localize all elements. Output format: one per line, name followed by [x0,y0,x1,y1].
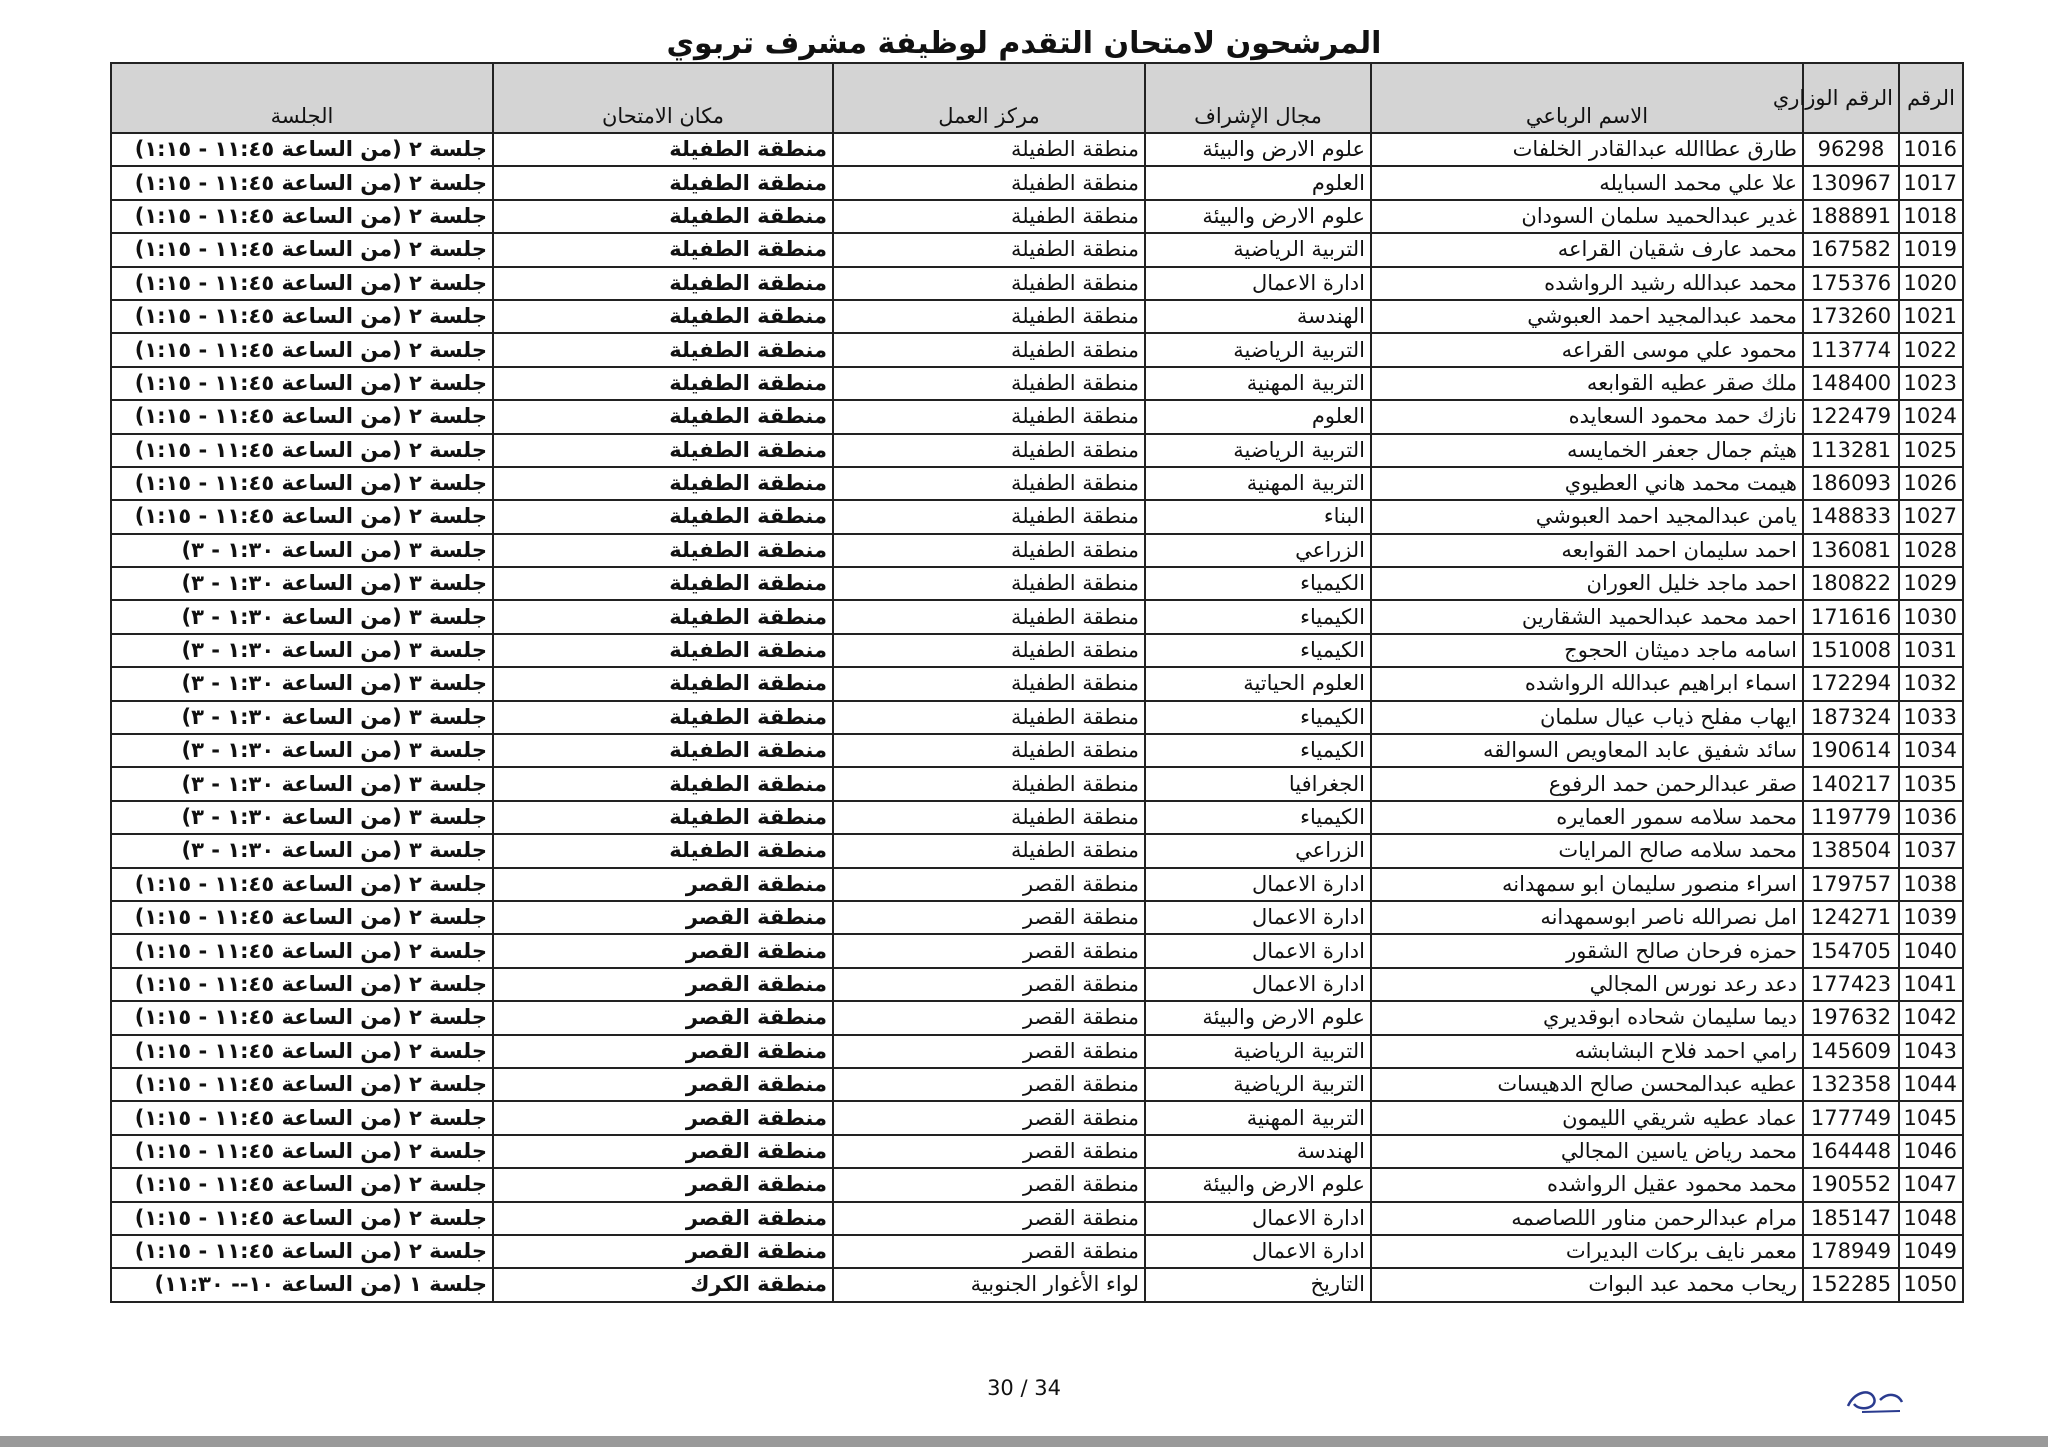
header-work-center: مركز العمل [833,63,1145,133]
cell-field: علوم الارض والبيئة [1145,1168,1371,1201]
cell-work-center: منطقة الطفيلة [833,834,1145,867]
table-row [111,1101,1963,1134]
cell-seq: 1042 [1899,1001,1963,1034]
cell-work-center: منطقة القصر [833,1035,1145,1068]
cell-session: جلسة ٣ (من الساعة ١:٣٠ - ٣) [111,734,493,767]
cell-name: محمد رياض ياسين المجالي [1371,1135,1803,1168]
cell-session: جلسة ٣ (من الساعة ١:٣٠ - ٣) [111,667,493,700]
cell-seq: 1020 [1899,267,1963,300]
cell-ministry-id: 130967 [1803,166,1899,199]
table-row [111,1202,1963,1235]
cell-exam-place: منطقة القصر [493,1168,833,1201]
cell-field: علوم الارض والبيئة [1145,1001,1371,1034]
cell-session: جلسة ٢ (من الساعة ١١:٤٥ - ١:١٥) [111,1035,493,1068]
cell-field: التربية الرياضية [1145,434,1371,467]
cell-session: جلسة ١ (من الساعة ١٠-- ١١:٣٠) [111,1268,493,1301]
cell-exam-place: منطقة القصر [493,1001,833,1034]
cell-session: جلسة ٢ (من الساعة ١١:٤٥ - ١:١٥) [111,1235,493,1268]
cell-ministry-id: 178949 [1803,1235,1899,1268]
cell-exam-place: منطقة القصر [493,901,833,934]
cell-seq: 1019 [1899,233,1963,266]
cell-session: جلسة ٢ (من الساعة ١١:٤٥ - ١:١٥) [111,200,493,233]
table-row [111,367,1963,400]
cell-seq: 1046 [1899,1135,1963,1168]
header-name: الاسم الرباعي [1371,63,1803,133]
cell-field: التربية الرياضية [1145,1068,1371,1101]
cell-work-center: منطقة الطفيلة [833,500,1145,533]
cell-name: يامن عبدالمجيد احمد العبوشي [1371,500,1803,533]
cell-work-center: منطقة الطفيلة [833,767,1145,800]
table-row [111,834,1963,867]
cell-ministry-id: 154705 [1803,934,1899,967]
cell-ministry-id: 113774 [1803,333,1899,366]
table-row [111,934,1963,967]
cell-session: جلسة ٢ (من الساعة ١١:٤٥ - ١:١٥) [111,300,493,333]
cell-exam-place: منطقة الطفيلة [493,801,833,834]
cell-ministry-id: 140217 [1803,767,1899,800]
scan-bottom-edge [0,1436,2048,1447]
cell-work-center: منطقة الطفيلة [833,734,1145,767]
cell-session: جلسة ٣ (من الساعة ١:٣٠ - ٣) [111,634,493,667]
cell-work-center: منطقة الطفيلة [833,801,1145,834]
cell-session: جلسة ٢ (من الساعة ١١:٤٥ - ١:١٥) [111,133,493,166]
table-row [111,434,1963,467]
cell-session: جلسة ٢ (من الساعة ١١:٤٥ - ١:١٥) [111,166,493,199]
table-row [111,500,1963,533]
cell-work-center: منطقة الطفيلة [833,200,1145,233]
cell-seq: 1041 [1899,968,1963,1001]
cell-work-center: منطقة القصر [833,1001,1145,1034]
cell-seq: 1039 [1899,901,1963,934]
cell-name: اسماء ابراهيم عبدالله الرواشده [1371,667,1803,700]
cell-name: محمد سلامه صالح المرايات [1371,834,1803,867]
cell-field: العلوم [1145,166,1371,199]
cell-ministry-id: 179757 [1803,868,1899,901]
table-row [111,1268,1963,1301]
cell-session: جلسة ٣ (من الساعة ١:٣٠ - ٣) [111,534,493,567]
cell-seq: 1038 [1899,868,1963,901]
cell-ministry-id: 136081 [1803,534,1899,567]
cell-work-center: منطقة الطفيلة [833,400,1145,433]
cell-ministry-id: 96298 [1803,133,1899,166]
cell-name: احمد ماجد خليل العوران [1371,567,1803,600]
cell-exam-place: منطقة القصر [493,868,833,901]
cell-work-center: منطقة القصر [833,968,1145,1001]
cell-exam-place: منطقة الطفيلة [493,267,833,300]
cell-seq: 1017 [1899,166,1963,199]
cell-seq: 1044 [1899,1068,1963,1101]
cell-field: علوم الارض والبيئة [1145,133,1371,166]
cell-session: جلسة ٣ (من الساعة ١:٣٠ - ٣) [111,600,493,633]
cell-exam-place: منطقة الطفيلة [493,200,833,233]
cell-seq: 1047 [1899,1168,1963,1201]
cell-field: الكيمياء [1145,734,1371,767]
cell-session: جلسة ٣ (من الساعة ١:٣٠ - ٣) [111,801,493,834]
cell-session: جلسة ٣ (من الساعة ١:٣٠ - ٣) [111,701,493,734]
cell-field: علوم الارض والبيئة [1145,200,1371,233]
cell-name: محمود علي موسى القراعه [1371,333,1803,366]
cell-exam-place: منطقة الطفيلة [493,300,833,333]
cell-ministry-id: 177423 [1803,968,1899,1001]
table-row [111,1035,1963,1068]
table-row [111,600,1963,633]
cell-session: جلسة ٢ (من الساعة ١١:٤٥ - ١:١٥) [111,267,493,300]
table-row [111,801,1963,834]
cell-field: الكيمياء [1145,701,1371,734]
cell-work-center: منطقة الطفيلة [833,434,1145,467]
cell-field: الكيمياء [1145,634,1371,667]
cell-seq: 1040 [1899,934,1963,967]
cell-work-center: منطقة الطفيلة [833,267,1145,300]
cell-work-center: منطقة الطفيلة [833,600,1145,633]
cell-name: عطيه عبدالمحسن صالح الدهيسات [1371,1068,1803,1101]
table-row [111,534,1963,567]
cell-field: ادارة الاعمال [1145,868,1371,901]
cell-ministry-id: 164448 [1803,1135,1899,1168]
cell-ministry-id: 145609 [1803,1035,1899,1068]
cell-ministry-id: 185147 [1803,1202,1899,1235]
cell-ministry-id: 119779 [1803,801,1899,834]
candidates-table [110,62,1964,1303]
cell-session: جلسة ٢ (من الساعة ١١:٤٥ - ١:١٥) [111,901,493,934]
cell-work-center: منطقة القصر [833,1068,1145,1101]
cell-seq: 1030 [1899,600,1963,633]
cell-work-center: منطقة الطفيلة [833,367,1145,400]
cell-name: صقر عبدالرحمن حمد الرفوع [1371,767,1803,800]
cell-ministry-id: 190614 [1803,734,1899,767]
cell-name: رامي احمد فلاح البشابشه [1371,1035,1803,1068]
cell-field: ادارة الاعمال [1145,901,1371,934]
cell-ministry-id: 190552 [1803,1168,1899,1201]
cell-field: التاريخ [1145,1268,1371,1301]
cell-field: التربية المهنية [1145,467,1371,500]
cell-name: احمد سليمان احمد القوابعه [1371,534,1803,567]
cell-name: طارق عطاالله عبدالقادر الخلفات [1371,133,1803,166]
cell-field: الجغرافيا [1145,767,1371,800]
cell-work-center: لواء الأغوار الجنوبية [833,1268,1145,1301]
table-row [111,701,1963,734]
cell-exam-place: منطقة الطفيلة [493,333,833,366]
cell-exam-place: منطقة الطفيلة [493,233,833,266]
cell-name: حمزه فرحان صالح الشقور [1371,934,1803,967]
cell-field: التربية الرياضية [1145,333,1371,366]
cell-field: التربية المهنية [1145,1101,1371,1134]
cell-seq: 1032 [1899,667,1963,700]
cell-exam-place: منطقة الطفيلة [493,701,833,734]
table-row [111,166,1963,199]
cell-work-center: منطقة الطفيلة [833,467,1145,500]
cell-exam-place: منطقة القصر [493,934,833,967]
header-ministry-id: الرقم الوزاري [1803,63,1899,133]
cell-session: جلسة ٢ (من الساعة ١١:٤٥ - ١:١٥) [111,233,493,266]
cell-seq: 1036 [1899,801,1963,834]
table-row [111,300,1963,333]
cell-exam-place: منطقة الطفيلة [493,467,833,500]
cell-name: هيثم جمال جعفر الخمايسه [1371,434,1803,467]
cell-field: ادارة الاعمال [1145,1235,1371,1268]
header-seq: الرقم [1899,63,1963,133]
cell-field: ادارة الاعمال [1145,934,1371,967]
cell-work-center: منطقة الطفيلة [833,133,1145,166]
cell-exam-place: منطقة الطفيلة [493,500,833,533]
cell-exam-place: منطقة القصر [493,1035,833,1068]
cell-work-center: منطقة الطفيلة [833,534,1145,567]
cell-seq: 1033 [1899,701,1963,734]
table-row [111,1068,1963,1101]
cell-seq: 1016 [1899,133,1963,166]
cell-session: جلسة ٢ (من الساعة ١١:٤٥ - ١:١٥) [111,500,493,533]
table-body [111,133,1963,1302]
cell-work-center: منطقة القصر [833,901,1145,934]
table-row [111,901,1963,934]
table-row [111,667,1963,700]
cell-seq: 1025 [1899,434,1963,467]
cell-field: الهندسة [1145,1135,1371,1168]
cell-name: مرام عبدالرحمن مناور اللصاصمه [1371,1202,1803,1235]
cell-exam-place: منطقة الطفيلة [493,667,833,700]
cell-seq: 1045 [1899,1101,1963,1134]
cell-exam-place: منطقة الطفيلة [493,634,833,667]
cell-field: الزراعي [1145,834,1371,867]
cell-ministry-id: 124271 [1803,901,1899,934]
header-field: مجال الإشراف [1145,63,1371,133]
page-number: 30 / 34 [987,1376,1061,1400]
cell-exam-place: منطقة الطفيلة [493,767,833,800]
cell-field: الكيمياء [1145,600,1371,633]
cell-work-center: منطقة القصر [833,1101,1145,1134]
cell-seq: 1022 [1899,333,1963,366]
cell-seq: 1026 [1899,467,1963,500]
signature-mark [1840,1378,1910,1418]
cell-exam-place: منطقة القصر [493,1068,833,1101]
cell-name: عماد عطيه شريقي الليمون [1371,1101,1803,1134]
cell-ministry-id: 171616 [1803,600,1899,633]
cell-field: البناء [1145,500,1371,533]
cell-name: دعد رعد نورس المجالي [1371,968,1803,1001]
cell-work-center: منطقة القصر [833,1235,1145,1268]
cell-name: سائد شفيق عابد المعاويص السوالقه [1371,734,1803,767]
cell-session: جلسة ٣ (من الساعة ١:٣٠ - ٣) [111,834,493,867]
table-row [111,1235,1963,1268]
cell-name: غدير عبدالحميد سلمان السودان [1371,200,1803,233]
cell-seq: 1031 [1899,634,1963,667]
cell-exam-place: منطقة القصر [493,1202,833,1235]
cell-name: محمد عبدالله رشيد الرواشده [1371,267,1803,300]
cell-ministry-id: 151008 [1803,634,1899,667]
cell-field: الزراعي [1145,534,1371,567]
cell-field: العلوم [1145,400,1371,433]
cell-work-center: منطقة الطفيلة [833,333,1145,366]
table-row [111,133,1963,166]
cell-ministry-id: 187324 [1803,701,1899,734]
cell-field: ادارة الاعمال [1145,968,1371,1001]
cell-session: جلسة ٣ (من الساعة ١:٣٠ - ٣) [111,567,493,600]
cell-field: التربية الرياضية [1145,1035,1371,1068]
cell-name: ايهاب مفلح ذياب عيال سلمان [1371,701,1803,734]
cell-seq: 1043 [1899,1035,1963,1068]
header-session: الجلسة [111,63,493,133]
cell-seq: 1021 [1899,300,1963,333]
page-title: المرشحون لامتحان التقدم لوظيفة مشرف تربوي [666,26,1382,61]
cell-seq: 1048 [1899,1202,1963,1235]
cell-exam-place: منطقة الطفيلة [493,400,833,433]
cell-field: الهندسة [1145,300,1371,333]
cell-session: جلسة ٢ (من الساعة ١١:٤٥ - ١:١٥) [111,367,493,400]
cell-session: جلسة ٢ (من الساعة ١١:٤٥ - ١:١٥) [111,1101,493,1134]
cell-exam-place: منطقة الطفيلة [493,434,833,467]
table-row [111,333,1963,366]
table-row [111,400,1963,433]
cell-session: جلسة ٢ (من الساعة ١١:٤٥ - ١:١٥) [111,400,493,433]
table-row [111,467,1963,500]
cell-ministry-id: 148400 [1803,367,1899,400]
cell-seq: 1018 [1899,200,1963,233]
table-row [111,767,1963,800]
cell-ministry-id: 197632 [1803,1001,1899,1034]
cell-ministry-id: 188891 [1803,200,1899,233]
cell-session: جلسة ٢ (من الساعة ١١:٤٥ - ١:١٥) [111,1068,493,1101]
cell-ministry-id: 172294 [1803,667,1899,700]
table-header-row [111,63,1963,133]
cell-seq: 1024 [1899,400,1963,433]
cell-seq: 1023 [1899,367,1963,400]
cell-field: ادارة الاعمال [1145,1202,1371,1235]
cell-exam-place: منطقة القصر [493,968,833,1001]
cell-ministry-id: 148833 [1803,500,1899,533]
cell-name: نازك حمد محمود السعايده [1371,400,1803,433]
cell-work-center: منطقة الطفيلة [833,701,1145,734]
cell-name: معمر نايف بركات البديرات [1371,1235,1803,1268]
cell-name: هيمت محمد هاني العطيوي [1371,467,1803,500]
cell-work-center: منطقة الطفيلة [833,233,1145,266]
table-row [111,634,1963,667]
cell-ministry-id: 132358 [1803,1068,1899,1101]
cell-name: امل نصرالله ناصر ابوسمهدانه [1371,901,1803,934]
table-row [111,233,1963,266]
cell-field: ادارة الاعمال [1145,267,1371,300]
cell-ministry-id: 175376 [1803,267,1899,300]
cell-exam-place: منطقة الكرك [493,1268,833,1301]
cell-name: محمد عارف شقيان القراعه [1371,233,1803,266]
cell-ministry-id: 152285 [1803,1268,1899,1301]
cell-seq: 1037 [1899,834,1963,867]
cell-field: التربية الرياضية [1145,233,1371,266]
cell-session: جلسة ٢ (من الساعة ١١:٤٥ - ١:١٥) [111,934,493,967]
cell-seq: 1049 [1899,1235,1963,1268]
cell-exam-place: منطقة الطفيلة [493,133,833,166]
table-row [111,1001,1963,1034]
cell-work-center: منطقة الطفيلة [833,166,1145,199]
cell-work-center: منطقة الطفيلة [833,634,1145,667]
cell-field: التربية المهنية [1145,367,1371,400]
candidates-table-container [110,62,1962,1303]
cell-exam-place: منطقة الطفيلة [493,567,833,600]
cell-exam-place: منطقة الطفيلة [493,834,833,867]
table-row [111,267,1963,300]
cell-ministry-id: 177749 [1803,1101,1899,1134]
cell-session: جلسة ٢ (من الساعة ١١:٤٥ - ١:١٥) [111,333,493,366]
cell-work-center: منطقة الطفيلة [833,300,1145,333]
cell-name: علا علي محمد السبايله [1371,166,1803,199]
table-row [111,968,1963,1001]
cell-exam-place: منطقة الطفيلة [493,534,833,567]
cell-ministry-id: 167582 [1803,233,1899,266]
cell-exam-place: منطقة القصر [493,1135,833,1168]
cell-seq: 1027 [1899,500,1963,533]
cell-session: جلسة ٢ (من الساعة ١١:٤٥ - ١:١٥) [111,467,493,500]
cell-name: محمد محمود عقيل الرواشده [1371,1168,1803,1201]
cell-exam-place: منطقة القصر [493,1235,833,1268]
cell-work-center: منطقة الطفيلة [833,567,1145,600]
cell-session: جلسة ٢ (من الساعة ١١:٤٥ - ١:١٥) [111,1202,493,1235]
cell-name: ديما سليمان شحاده ابوقديري [1371,1001,1803,1034]
cell-session: جلسة ٣ (من الساعة ١:٣٠ - ٣) [111,767,493,800]
cell-session: جلسة ٢ (من الساعة ١١:٤٥ - ١:١٥) [111,1135,493,1168]
cell-name: اسامه ماجد دميثان الحجوج [1371,634,1803,667]
cell-name: اسراء منصور سليمان ابو سمهدانه [1371,868,1803,901]
table-row [111,734,1963,767]
cell-exam-place: منطقة الطفيلة [493,367,833,400]
cell-session: جلسة ٢ (من الساعة ١١:٤٥ - ١:١٥) [111,968,493,1001]
cell-seq: 1029 [1899,567,1963,600]
table-row [111,868,1963,901]
cell-ministry-id: 138504 [1803,834,1899,867]
cell-work-center: منطقة القصر [833,868,1145,901]
cell-work-center: منطقة القصر [833,1168,1145,1201]
cell-session: جلسة ٢ (من الساعة ١١:٤٥ - ١:١٥) [111,1168,493,1201]
cell-field: الكيمياء [1145,801,1371,834]
cell-ministry-id: 122479 [1803,400,1899,433]
table-row [111,200,1963,233]
cell-ministry-id: 180822 [1803,567,1899,600]
cell-seq: 1035 [1899,767,1963,800]
cell-work-center: منطقة القصر [833,1202,1145,1235]
cell-exam-place: منطقة الطفيلة [493,600,833,633]
cell-field: العلوم الحياتية [1145,667,1371,700]
cell-seq: 1034 [1899,734,1963,767]
table-row [111,1168,1963,1201]
cell-exam-place: منطقة الطفيلة [493,734,833,767]
cell-session: جلسة ٢ (من الساعة ١١:٤٥ - ١:١٥) [111,868,493,901]
cell-work-center: منطقة الطفيلة [833,667,1145,700]
cell-name: ملك صقر عطيه القوابعه [1371,367,1803,400]
cell-name: محمد عبدالمجيد احمد العبوشي [1371,300,1803,333]
cell-exam-place: منطقة القصر [493,1101,833,1134]
cell-exam-place: منطقة الطفيلة [493,166,833,199]
table-row [111,1135,1963,1168]
cell-session: جلسة ٢ (من الساعة ١١:٤٥ - ١:١٥) [111,1001,493,1034]
cell-name: ريحاب محمد عبد البوات [1371,1268,1803,1301]
cell-session: جلسة ٢ (من الساعة ١١:٤٥ - ١:١٥) [111,434,493,467]
cell-work-center: منطقة القصر [833,1135,1145,1168]
cell-work-center: منطقة القصر [833,934,1145,967]
cell-ministry-id: 186093 [1803,467,1899,500]
cell-field: الكيمياء [1145,567,1371,600]
table-row [111,567,1963,600]
cell-name: احمد محمد عبدالحميد الشقارين [1371,600,1803,633]
cell-ministry-id: 173260 [1803,300,1899,333]
cell-seq: 1028 [1899,534,1963,567]
cell-seq: 1050 [1899,1268,1963,1301]
cell-name: محمد سلامه سمور العمايره [1371,801,1803,834]
cell-ministry-id: 113281 [1803,434,1899,467]
header-exam-place: مكان الامتحان [493,63,833,133]
